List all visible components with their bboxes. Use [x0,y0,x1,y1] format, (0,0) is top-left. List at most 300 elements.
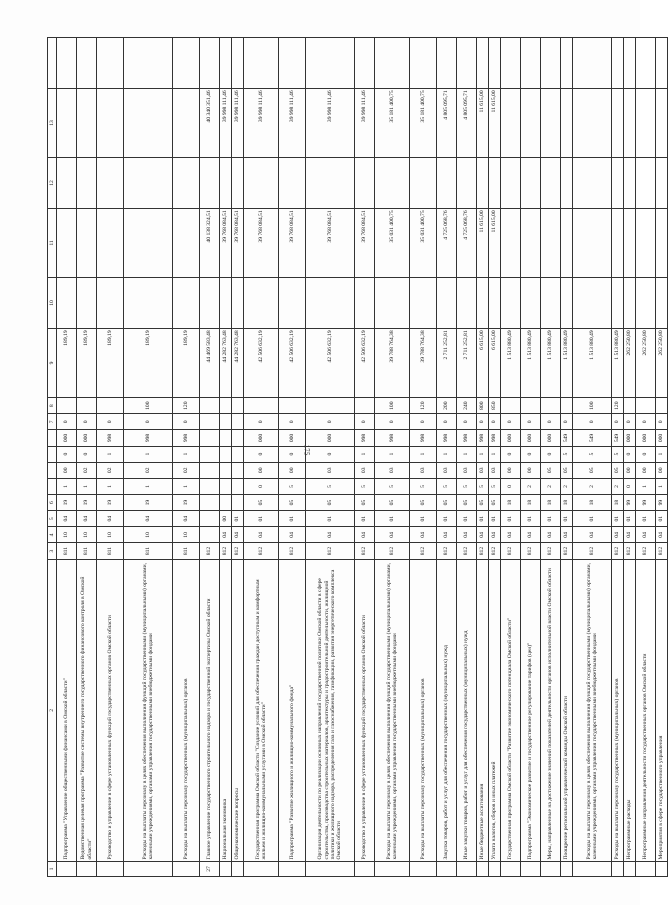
amount-cell-col13 [97,38,124,89]
amount-cell-col10 [656,208,668,277]
amount-cell-col13 [457,38,477,89]
amount-cell-col13 [636,38,656,89]
amount-cell-col9 [636,278,656,329]
code-cell: 0 [173,414,200,430]
code-cell: 04 [489,527,501,543]
table-row [57,38,77,877]
code-cell: 04 [97,511,124,527]
row-name-cell: Руководство и управление в сфере установленных функций государственных органов Омской области [97,559,124,861]
amount-cell-col12: 39 998 111,46 [306,88,355,157]
code-cell: 000 [656,430,668,446]
code-cell: 04 [573,527,612,543]
amount-cell-col11 [173,158,200,209]
amount-cell-col13 [410,38,437,89]
code-cell: 812 [541,543,561,559]
row-name-cell: Расходы на выплаты персоналу в целях обеспечения выполнения функций государственными (муниципальными) органами, казенными учреждениями, органами управления государственными внебюджетными фондами [573,559,612,861]
code-cell: 04 [306,527,355,543]
amount-cell-col12 [97,88,124,157]
row-index-cell [410,862,437,877]
amount-cell-col8: 262 250,80 [636,328,656,397]
table-row [306,38,355,877]
header-cell [48,478,57,494]
amount-cell-col11 [220,158,232,209]
amount-cell-col13 [477,38,489,89]
amount-cell-col9 [501,278,521,329]
code-cell: 812 [306,543,355,559]
row-index-cell [561,862,573,877]
code-cell: 00 [57,462,77,478]
amount-cell-col12 [541,88,561,157]
code-cell: 01 [410,511,437,527]
amount-cell-col9 [410,278,437,329]
amount-cell-col13 [279,38,306,89]
code-cell: 998 [457,430,477,446]
amount-cell-col12 [636,88,656,157]
amount-cell-col13 [232,38,244,89]
code-cell: 18 [501,495,521,511]
amount-cell-col13 [656,38,668,89]
code-cell: 5 [410,478,437,494]
code-cell: 000 [57,430,77,446]
code-cell: 05 [541,462,561,478]
code-cell: 01 [232,511,244,527]
table-row [624,38,636,877]
expense-type-cell: 100 [375,398,410,414]
header-cell: 1 [48,862,57,877]
amount-cell-col11 [375,158,410,209]
code-cell: 1 [57,478,77,494]
amount-cell-col13 [437,38,457,89]
amount-cell-col9 [200,278,220,329]
code-cell: 04 [457,527,477,543]
code-cell: 2 [521,478,541,494]
amount-cell-col10 [561,208,573,277]
expense-type-cell: 200 [437,398,457,414]
amount-cell-col9 [232,278,244,329]
code-cell: 812 [521,543,541,559]
row-name-cell: Поощрение региональной управленческой команды Омской области [561,559,573,861]
amount-cell-col11 [612,158,624,209]
row-name-cell: Иные бюджетные ассигнования [477,559,489,861]
code-cell: 01 [306,511,355,527]
expense-type-cell [521,398,541,414]
amount-cell-col8: 1 513 880,49 [612,328,624,397]
amount-cell-col11 [501,158,521,209]
code-cell: 2 [612,478,624,494]
table-row [77,38,97,877]
code-cell [220,430,232,446]
code-cell: 000 [306,430,355,446]
amount-cell-col12: 39 998 111,46 [355,88,375,157]
expense-type-cell [355,398,375,414]
header-cell: 4 [48,527,57,543]
code-cell: 01 [501,511,521,527]
table-row [541,38,561,877]
expense-type-cell [220,398,232,414]
code-cell [220,446,232,462]
code-cell: 1 [97,446,124,462]
code-cell: 812 [279,543,306,559]
code-cell: 00 [624,462,636,478]
amount-cell-col9 [355,278,375,329]
code-cell: 0 [124,414,173,430]
amount-cell-col8: 1 513 880,49 [561,328,573,397]
code-cell: 812 [410,543,437,559]
amount-cell-col12: 4 805 095,71 [457,88,477,157]
amount-cell-col10 [624,208,636,277]
amount-cell-col8: 39 788 764,38 [375,328,410,397]
header-cell: 3 [48,543,57,559]
amount-cell-col10 [636,208,656,277]
header-cell: 13 [48,88,57,157]
amount-cell-col12 [77,88,97,157]
code-cell: 03 [489,462,501,478]
row-index-cell [97,862,124,877]
amount-cell-col9 [573,278,612,329]
code-cell: 0 [375,414,410,430]
table-row [612,38,624,877]
row-name-cell: Иные закупки товаров, работ и услуг для обеспечения государственных (муниципальных) нужд [457,559,477,861]
code-cell: 2 [561,478,573,494]
code-cell: 18 [541,495,561,511]
amount-cell-col9 [489,278,501,329]
header-cell: 8 [48,398,57,414]
code-cell: 1 [77,478,97,494]
code-cell [232,446,244,462]
amount-cell-col10: 39 768 084,51 [220,208,232,277]
code-cell: 0 [521,446,541,462]
amount-cell-col12 [57,88,77,157]
code-cell: 19 [57,495,77,511]
amount-cell-col13 [612,38,624,89]
code-cell: 000 [501,430,521,446]
amount-cell-col11 [477,158,489,209]
code-cell: 00 [656,462,668,478]
amount-cell-col10 [573,208,612,277]
code-cell: 02 [124,462,173,478]
code-cell [200,430,220,446]
row-index-cell [541,862,561,877]
expense-type-cell: 100 [124,398,173,414]
amount-cell-col11 [410,158,437,209]
code-cell: 1 [477,446,489,462]
expense-type-cell: 120 [173,398,200,414]
code-cell: 0 [77,446,97,462]
code-cell: 05 [573,462,612,478]
amount-cell-col12 [501,88,521,157]
expense-type-cell: 240 [457,398,477,414]
code-cell [200,511,220,527]
code-cell: 0 [437,414,457,430]
amount-cell-col8: 1 513 880,49 [501,328,521,397]
code-cell: 5 [457,478,477,494]
expense-type-cell [656,398,668,414]
amount-cell-col9 [244,278,279,329]
row-name-cell: Расходы на выплаты персоналу государственных (муниципальных) органов [410,559,437,861]
code-cell: 0 [410,414,437,430]
code-cell: 05 [489,495,501,511]
amount-cell-col10: 4 725 068,76 [437,208,457,277]
code-cell [200,462,220,478]
code-cell [232,495,244,511]
amount-cell-col10: 39 768 084,51 [355,208,375,277]
code-cell: 0 [612,414,624,430]
code-cell: 812 [232,543,244,559]
code-cell: 01 [636,511,656,527]
code-cell: 2 [573,478,612,494]
code-cell: 000 [541,430,561,446]
amount-cell-col11 [355,158,375,209]
amount-cell-col13 [375,38,410,89]
header-cell [48,446,57,462]
code-cell: 0 [521,414,541,430]
code-cell: 000 [624,430,636,446]
amount-cell-col9 [624,278,636,329]
code-cell: 02 [77,462,97,478]
code-cell: 000 [77,430,97,446]
expense-type-cell [306,398,355,414]
row-name-cell: Расходы на выплаты персоналу в целях обеспечения выполнения функций государственными (муниципальными) органами, казенными учреждениями, органами управления государственными внебюджетными фондами [375,559,410,861]
code-cell: 811 [77,543,97,559]
table-row [477,38,489,877]
code-cell: 04 [541,527,561,543]
amount-cell-col8: 262 250,80 [624,328,636,397]
code-cell: 812 [244,543,279,559]
code-cell: 04 [501,527,521,543]
code-cell: 19 [124,495,173,511]
code-cell: 0 [636,446,656,462]
expense-type-cell [97,398,124,414]
amount-cell-col10 [57,208,77,277]
amount-cell-col12 [624,88,636,157]
code-cell [232,478,244,494]
header-cell: 11 [48,208,57,277]
table-row [521,38,541,877]
amount-cell-col9 [477,278,489,329]
code-cell: 04 [375,527,410,543]
expense-type-cell: 850 [489,398,501,414]
amount-cell-col10: 40 138 324,51 [200,208,220,277]
amount-cell-col13 [624,38,636,89]
amount-cell-col9 [173,278,200,329]
code-cell: 812 [375,543,410,559]
code-cell: 0 [624,446,636,462]
amount-cell-col12: 11 615,00 [477,88,489,157]
expense-type-cell [624,398,636,414]
code-cell: 549 [573,430,612,446]
table-row [97,38,124,877]
amount-cell-col8: 6 615,00 [489,328,501,397]
code-cell: 04 [355,527,375,543]
code-cell: 01 [612,511,624,527]
code-cell: 1 [437,446,457,462]
code-cell: 01 [375,511,410,527]
code-cell: 04 [232,527,244,543]
code-cell: 04 [656,527,668,543]
amount-cell-col11 [306,158,355,209]
table-row [561,38,573,877]
code-cell [232,462,244,478]
code-cell: 99 [636,495,656,511]
code-cell: 1 [124,478,173,494]
amount-cell-col11 [57,158,77,209]
code-cell: 02 [97,462,124,478]
amount-cell-col11 [561,158,573,209]
code-cell: 811 [97,543,124,559]
code-cell: 1 [656,446,668,462]
amount-cell-col11 [541,158,561,209]
row-index-cell [77,862,97,877]
header-cell: 10 [48,278,57,329]
amount-cell-col10: 11 615,00 [489,208,501,277]
amount-cell-col8: 2 711 252,81 [437,328,457,397]
amount-cell-col10: 39 768 084,51 [279,208,306,277]
header-cell: 7 [48,414,57,430]
row-name-cell: Подпрограмма "Управление общественными финансами в Омской области" [57,559,77,861]
amount-cell-col13 [501,38,521,89]
code-cell: 05 [410,495,437,511]
amount-cell-col13 [200,38,220,89]
amount-cell-col10 [541,208,561,277]
code-cell: 0 [561,414,573,430]
row-index-cell [501,862,521,877]
code-cell [200,478,220,494]
header-cell: 6 [48,495,57,511]
code-cell: 19 [97,495,124,511]
row-index-cell: 27 [200,862,220,877]
amount-cell-col10 [97,208,124,277]
amount-cell-col11 [521,158,541,209]
expense-type-cell: 120 [612,398,624,414]
code-cell: 1 [173,446,200,462]
row-name-cell: Государственная программа Омской области "Развитие экономического потенциала Омской области" [501,559,521,861]
code-cell: 04 [477,527,489,543]
code-cell: 0 [279,446,306,462]
code-cell: 5 [437,478,457,494]
code-cell: 03 [306,462,355,478]
row-name-cell: Государственная программа Омской области "Создание условий для обеспечения граждан доступным и комфортным жильем и жилищно-коммунальными услугами в Омской области" [244,559,279,861]
expense-type-cell [541,398,561,414]
code-cell: 0 [541,446,561,462]
table-row [279,38,306,877]
amount-cell-col13 [57,38,77,89]
table-row [636,38,656,877]
amount-cell-col10: 11 615,00 [477,208,489,277]
amount-cell-col10: 39 768 084,51 [244,208,279,277]
code-cell [232,430,244,446]
code-cell: 0 [656,414,668,430]
expense-type-cell: 800 [477,398,489,414]
row-index-cell [624,862,636,877]
row-index-cell [375,862,410,877]
expense-type-cell [244,398,279,414]
expense-type-cell [561,398,573,414]
code-cell: 01 [573,511,612,527]
amount-cell-col9 [220,278,232,329]
row-index-cell [57,862,77,877]
amount-cell-col11 [97,158,124,209]
amount-cell-col8: 39 788 764,38 [410,328,437,397]
amount-cell-col12 [173,88,200,157]
amount-cell-col12 [124,88,173,157]
code-cell: 998 [355,430,375,446]
code-cell: 00 [279,462,306,478]
amount-cell-col10 [124,208,173,277]
expense-type-cell: 120 [410,398,437,414]
code-cell: 000 [244,430,279,446]
expense-type-cell [57,398,77,414]
table-row [501,38,521,877]
amount-cell-col8: 6 615,00 [477,328,489,397]
amount-cell-col12 [561,88,573,157]
amount-cell-col10: 4 725 068,76 [457,208,477,277]
amount-cell-col10 [77,208,97,277]
code-cell: 03 [355,462,375,478]
amount-cell-col10 [173,208,200,277]
code-cell: 812 [656,543,668,559]
code-cell: 812 [612,543,624,559]
code-cell: 01 [561,511,573,527]
amount-cell-col8: 44 282 763,48 [220,328,232,397]
expense-type-cell [501,398,521,414]
amount-cell-col9 [541,278,561,329]
row-index-cell [437,862,457,877]
amount-cell-col12 [573,88,612,157]
amount-cell-col8: 189,19 [97,328,124,397]
amount-cell-col13 [521,38,541,89]
code-cell: 998 [489,430,501,446]
code-cell: 1 [97,478,124,494]
amount-cell-col12: 39 998 111,46 [232,88,244,157]
code-cell: 811 [57,543,77,559]
amount-cell-col9 [124,278,173,329]
row-index-cell [656,862,668,877]
table-row [656,38,668,877]
amount-cell-col11 [636,158,656,209]
code-cell: 5 [477,478,489,494]
code-cell: 03 [477,462,489,478]
amount-cell-col8: 2 711 252,81 [457,328,477,397]
header-cell [48,430,57,446]
row-name-cell: Закупка товаров, работ и услуг для обеспечения государственных (муниципальных) нужд [437,559,457,861]
header-cell: 2 [48,559,57,861]
row-index-cell [279,862,306,877]
expense-type-cell [279,398,306,414]
table-row [244,38,279,877]
code-cell: 03 [457,462,477,478]
code-cell: 0 [57,414,77,430]
row-index-cell [521,862,541,877]
amount-cell-col8: 44 282 763,48 [232,328,244,397]
code-cell: 18 [521,495,541,511]
amount-cell-col8: 1 513 880,49 [521,328,541,397]
amount-cell-col9 [561,278,573,329]
expense-type-cell [636,398,656,414]
row-name-cell: Руководство и управление в сфере установленных функций государственных органов Омской области [355,559,375,861]
code-cell: 0 [624,478,636,494]
code-cell: 2 [541,478,561,494]
table-row [220,38,232,877]
table-row [457,38,477,877]
amount-cell-col9 [375,278,410,329]
amount-cell-col11 [489,158,501,209]
code-cell: 10 [57,527,77,543]
code-cell: 0 [244,414,279,430]
code-cell: 03 [375,462,410,478]
code-cell: 0 [489,414,501,430]
code-cell: 00 [501,462,521,478]
row-name-cell: Мероприятия в сфере государственного управления [656,559,668,861]
